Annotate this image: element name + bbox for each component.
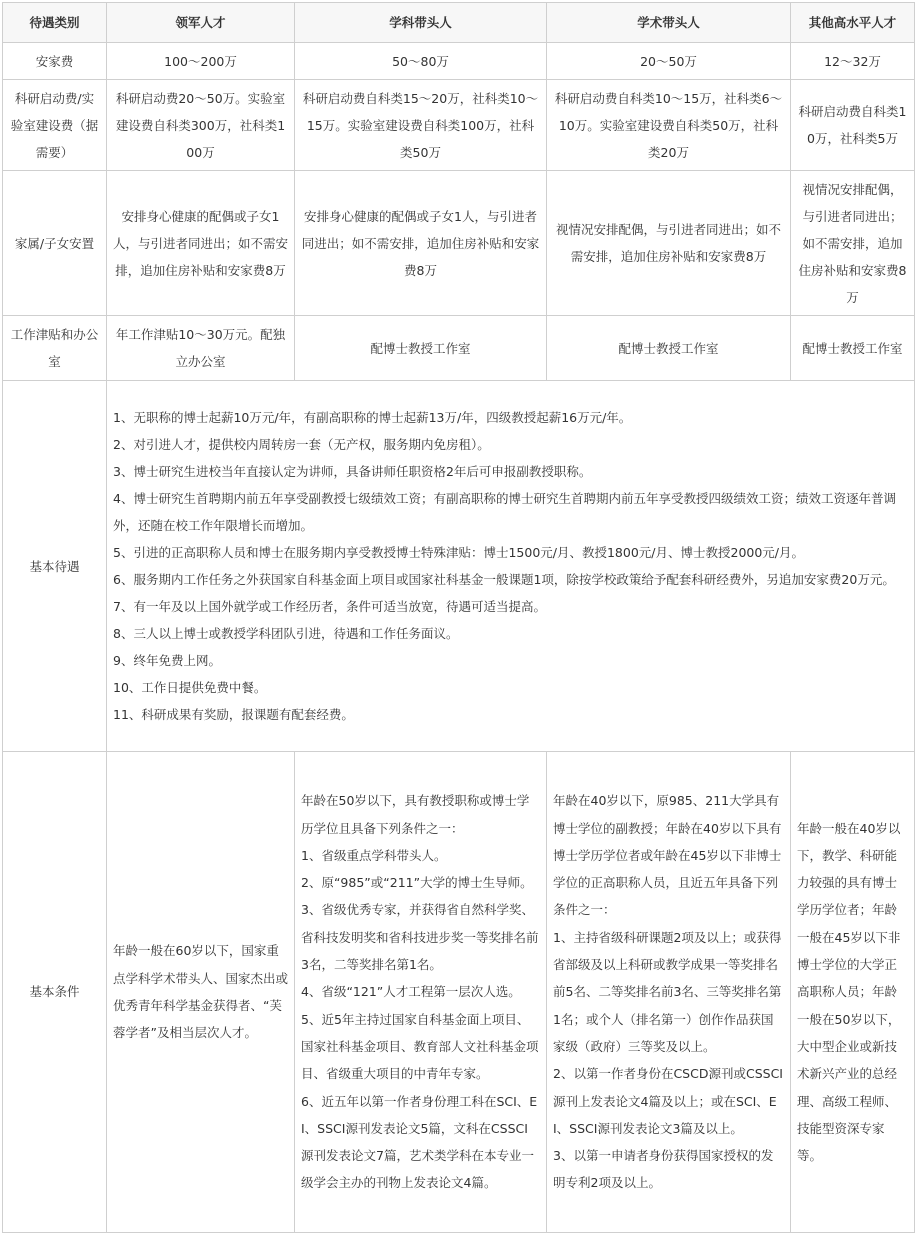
list-item: 3、以第一申请者身份获得国家授权的发明专利2项及以上。 <box>553 1148 774 1191</box>
cell-academic-leader: 20～50万 <box>547 43 791 80</box>
list-item: 年龄在50岁以下，具有教授职称或博士学历学位且具备下列条件之一： <box>301 793 530 836</box>
cell-discipline-leader: 安排身心健康的配偶或子女1人，与引进者同进出；如不需安排，追加住房补贴和安家费8万 <box>295 171 547 316</box>
list-item: 3、博士研究生进校当年直接认定为讲师，具备讲师任职资格2年后可申报副教授职称。 <box>113 464 592 479</box>
list-item: 7、有一年及以上国外就学或工作经历者，条件可适当放宽，待遇可适当提高。 <box>113 599 546 614</box>
row-label: 安家费 <box>3 43 107 80</box>
cell-other-talent: 年龄一般在40岁以下，教学、科研能力较强的具有博士学历学位者；年龄一般在45岁以下非博士学位的大学正高职称人员；年龄一般在50岁以下，大中型企业或新技术新兴产业的总经理、高级工程师、技能型资深专家等。 <box>791 752 915 1233</box>
list-item: 5、引进的正高职称人员和博士在服务期内享受教授博士特殊津贴：博士1500元/月、教授1800元/月、博士教授2000元/月。 <box>113 545 805 560</box>
cell-academic-leader: 科研启动费自科类10～15万，社科类6～10万。实验室建设费自科类50万，社科类20万 <box>547 80 791 171</box>
cell-leader: 年龄一般在60岁以下，国家重点学科学术带头人、国家杰出或优秀青年科学基金获得者、“芙蓉学者”及相当层次人才。 <box>107 752 295 1233</box>
list-item: 4、省级“121”人才工程第一层次人选。 <box>301 984 521 1000</box>
row-family-placement <box>3 171 915 316</box>
list-item: 2、原“985”或“211”大学的博士生导师。 <box>301 875 533 891</box>
list-item: 1、无职称的博士起薪10万元/年，有副高职称的博士起薪13万/年，四级教授起薪16万元/年。 <box>113 410 632 425</box>
row-settlement-fee <box>3 43 915 80</box>
cell-discipline-leader: 50～80万 <box>295 43 547 80</box>
cell-other-talent: 视情况安排配偶，与引进者同进出；如不需安排，追加住房补贴和安家费8万 <box>791 171 915 316</box>
list-item: 9、终年免费上网。 <box>113 653 221 668</box>
header-academic-leader: 学术带头人 <box>547 3 791 43</box>
header-other-talent: 其他高水平人才 <box>791 3 915 43</box>
list-item: 6、服务期内工作任务之外获国家自科基金面上项目或国家社科基金一般课题1项，除按学校政策给予配套科研经费外，另追加安家费20万元。 <box>113 572 895 587</box>
row-label: 基本条件 <box>3 752 107 1233</box>
row-research-fund <box>3 80 915 171</box>
list-item: 4、博士研究生首聘期内前五年享受副教授七级绩效工资；有副高职称的博士研究生首聘期内前五年享受教授四级绩效工资；绩效工资逐年普调外，还随在校工作年限增长而增加。 <box>113 491 896 533</box>
list-item: 年龄在40岁以下，原985、211大学具有博士学位的副教授；年龄在40岁以下具有博士学历学位者或年龄在45岁以下非博士学位的正高职称人员，且近五年具备下列条件之一： <box>553 793 782 918</box>
benefits-table <box>2 2 915 1233</box>
row-label: 家属/子女安置 <box>3 171 107 316</box>
row-allowance-office <box>3 316 915 381</box>
cell-academic-leader: 视情况安排配偶，与引进者同进出；如不需安排，追加住房补贴和安家费8万 <box>547 171 791 316</box>
cell-other-talent: 科研启动费自科类10万，社科类5万 <box>791 80 915 171</box>
cell-academic-leader <box>547 752 791 1233</box>
row-basic-benefits <box>3 381 915 752</box>
cell-leader: 科研启动费20～50万。实验室建设费自科类300万，社科类100万 <box>107 80 295 171</box>
list-item: 3、省级优秀专家，并获得省自然科学奖、省科技发明奖和省科技进步奖一等奖排名前3名，二等奖排名第1名。 <box>301 902 539 973</box>
cell-leader: 年工作津贴10～30万元。配独立办公室 <box>107 316 295 381</box>
row-label: 科研启动费/实验室建设费（据需要） <box>3 80 107 171</box>
list-item: 2、对引进人才，提供校内周转房一套（无产权，服务期内免房租）。 <box>113 437 490 452</box>
list-item: 1、主持省级科研课题2项及以上；或获得省部级及以上科研或教学成果一等奖排名前5名、二等奖排名前3名、三等奖排名第1名；或个人（排名第一）创作作品获国家级（政府）三等奖及以上。 <box>553 929 782 1054</box>
list-item: 2、以第一作者身份在CSCD源刊或CSSCI源刊上发表论文4篇及以上；或在SCI、EI、SSCI源刊发表论文3篇及以上。 <box>553 1066 783 1136</box>
cell-other-talent: 配博士教授工作室 <box>791 316 915 381</box>
header-discipline-leader: 学科带头人 <box>295 3 547 43</box>
cell-leader: 100～200万 <box>107 43 295 80</box>
row-label: 基本待遇 <box>3 381 107 752</box>
cell-discipline-leader <box>295 752 547 1233</box>
list-item: 6、近五年以第一作者身份理工科在SCI、EI、SSCI源刊发表论文5篇，文科在CSSCI源刊发表论文7篇，艺术类学科在本专业一级学会主办的刊物上发表论文4篇。 <box>301 1093 538 1191</box>
basic-benefits-list <box>107 381 915 752</box>
cell-discipline-leader: 配博士教授工作室 <box>295 316 547 381</box>
header-leader: 领军人才 <box>107 3 295 43</box>
list-item: 10、工作日提供免费中餐。 <box>113 680 267 695</box>
cell-leader: 安排身心健康的配偶或子女1人，与引进者同进出；如不需安排，追加住房补贴和安家费8万 <box>107 171 295 316</box>
list-item: 8、三人以上博士或教授学科团队引进，待遇和工作任务面议。 <box>113 626 459 641</box>
list-item: 1、省级重点学科带头人。 <box>301 847 447 863</box>
header-row <box>3 3 915 43</box>
list-item: 11、科研成果有奖励，报课题有配套经费。 <box>113 707 354 722</box>
header-category: 待遇类别 <box>3 3 107 43</box>
list-item: 5、近5年主持过国家自科基金面上项目、国家社科基金项目、教育部人文社科基金项目、省级重大项目的中青年专家。 <box>301 1011 539 1082</box>
cell-academic-leader: 配博士教授工作室 <box>547 316 791 381</box>
row-basic-conditions <box>3 752 915 1233</box>
row-label: 工作津贴和办公室 <box>3 316 107 381</box>
cell-discipline-leader: 科研启动费自科类15～20万，社科类10～15万。实验室建设费自科类100万，社科类50万 <box>295 80 547 171</box>
cell-other-talent: 12～32万 <box>791 43 915 80</box>
